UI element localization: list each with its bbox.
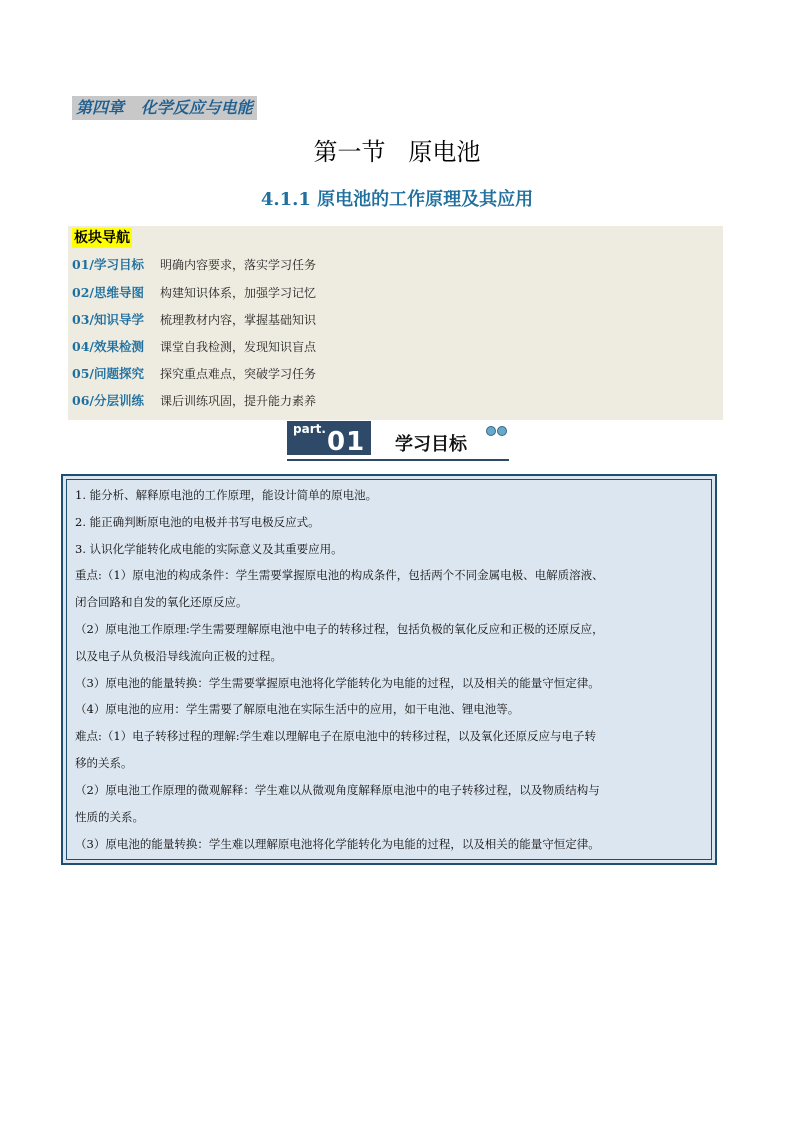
nav-item-desc: 探究重点难点，突破学习任务 (160, 367, 317, 381)
nav-item (72, 337, 316, 357)
nav-item (72, 364, 316, 384)
objective-line: （4）原电池的应用：学生需要了解原电池在实际生活中的应用，如干电池、锂电池等。 (75, 702, 520, 716)
part-word: part. (293, 422, 326, 436)
nav-item-desc: 明确内容要求，落实学习任务 (160, 258, 317, 272)
nav-item-code: 01/学习目标 (72, 257, 144, 272)
objective-line: 移的关系。 (75, 756, 133, 770)
section-title: 第一节 原电池 (313, 138, 481, 166)
nav-item-code: 05/问题探究 (72, 366, 144, 381)
nav-item (72, 283, 316, 303)
nav-item (72, 310, 316, 330)
nav-item-code: 03/知识导学 (72, 312, 144, 327)
module-navigation (68, 226, 723, 420)
lesson-title: 4.1.1 原电池的工作原理及其应用 (260, 189, 534, 210)
objective-line: （3）原电池的能量转换：学生难以理解原电池将化学能转化为电能的过程，以及相关的能量守恒定律。 (75, 837, 600, 851)
chapter-heading: 第四章 化学反应与电能 (72, 96, 257, 120)
nav-item-desc: 课后训练巩固，提升能力素养 (160, 394, 317, 408)
objective-line: 难点:（1）电子转移过程的理解:学生难以理解电子在原电池中的转移过程，以及氧化还原反应与电子转 (75, 729, 597, 743)
nav-item-desc: 课堂自我检测，发现知识盲点 (160, 340, 317, 354)
objective-line: 重点:（1）原电池的构成条件：学生需要掌握原电池的构成条件，包括两个不同金属电极、电解质溶液、 (75, 568, 604, 582)
nav-item-desc: 构建知识体系，加强学习记忆 (160, 286, 317, 300)
nav-item-code: 02/思维导图 (72, 285, 144, 300)
objective-line: （3）原电池的能量转换：学生需要掌握原电池将化学能转化为电能的过程，以及相关的能量守恒定律。 (75, 676, 600, 690)
objective-line: （2）原电池工作原理:学生需要理解原电池中电子的转移过程，包括负极的氧化反应和正极的还原反应， (75, 622, 604, 636)
part-number: 01 (327, 427, 366, 457)
objectives-content (66, 479, 712, 860)
part-underline (287, 459, 509, 461)
objective-line: （2）原电池工作原理的微观解释：学生难以从微观角度解释原电池中的电子转移过程，以及物质结构与 (75, 783, 600, 797)
nav-item-code: 06/分层训练 (72, 393, 144, 408)
part-badge (287, 421, 371, 455)
objective-line: 以及电子从负极沿导线流向正极的过程。 (75, 649, 282, 663)
objective-line: 2. 能正确判断原电池的电极并书写电极反应式。 (75, 515, 320, 529)
objectives-box (61, 474, 717, 865)
navigation-heading: 板块导航 (74, 230, 130, 246)
decorative-dots-icon (486, 421, 508, 440)
part-banner (287, 421, 509, 463)
nav-item (72, 391, 316, 411)
part-title: 学习目标 (395, 434, 467, 455)
objective-line: 1. 能分析、解释原电池的工作原理，能设计简单的原电池。 (75, 488, 378, 502)
nav-item-desc: 梳理教材内容，掌握基础知识 (160, 313, 317, 327)
objective-line: 性质的关系。 (75, 810, 144, 824)
objective-line: 闭合回路和自发的氧化还原反应。 (75, 595, 248, 609)
objective-line: 3. 认识化学能转化成电能的实际意义及其重要应用。 (75, 542, 343, 556)
nav-item-code: 04/效果检测 (72, 339, 144, 354)
nav-item (72, 255, 316, 275)
